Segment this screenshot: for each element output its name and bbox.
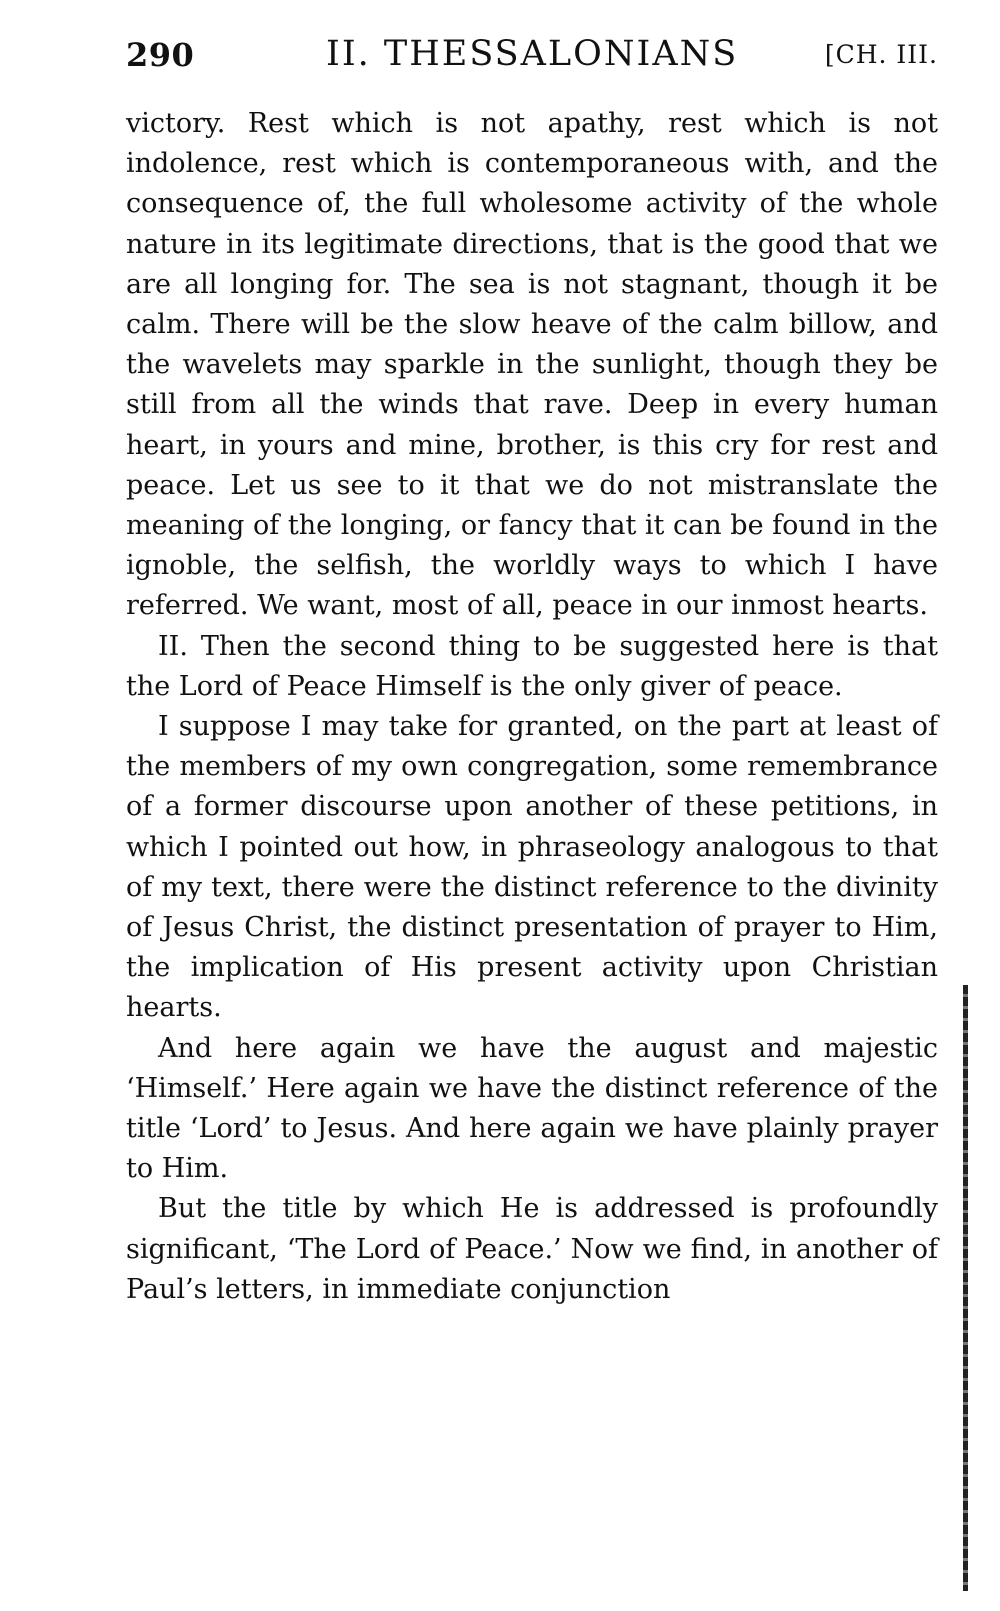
paragraph-second-point: II. Then the second thing to be suggested here is that the Lord of Peace Himself is the only giver of peace.: [126, 630, 938, 702]
chapter-reference: [CH. III.: [824, 40, 938, 69]
paragraph-former-discourse: I suppose I may take for granted, on the part at least of the members of my own congregation, some remembrance of a former discourse upon another of these petitions, in which I pointed out how, in phraseology analogous to that of my text, there were the distinct reference to the divinity of Jesus Christ, the distinct presentation of prayer to Him, the implication of His present activity upon Christian hearts.: [126, 711, 938, 1024]
paragraph-continuation: victory. Rest which is not apathy, rest which is not indolence, rest which is contemporaneous with, and the consequence of, the full wholesome activity of the whole nature in its legitimate directions, that is the good that we are all longing for. The sea is not stagnant, though it be calm. There will be the slow heave of the calm billow, and the wavelets may sparkle in the sunlight, though they be still from all the winds that rave. Deep in every human heart, in yours and mine, brother, is this cry for rest and peace. Let us see to it that we do not mistranslate the meaning of the longing, or fancy that it can be found in the ignoble, the selfish, the worldly ways to which I have referred. We want, most of all, peace in our inmost hearts.: [126, 108, 938, 622]
paragraph-lord-of-peace: But the title by which He is addressed is profoundly significant, ‘The Lord of Peace.’ Now we find, in another of Paul’s letters, in immediate conjunction: [126, 1193, 938, 1305]
paragraph-himself: And here again we have the august and majestic ‘Himself.’ Here again we have the distinct reference of the title ‘Lord’ to Jesus. And here again we have plainly prayer to Him.: [126, 1032, 938, 1185]
running-title: II. THESSALONIANS: [326, 34, 739, 74]
page-number: 290: [126, 36, 195, 74]
page-header: [126, 36, 938, 84]
page-edge-shadow: [963, 985, 968, 1591]
body-text: [126, 104, 938, 1310]
